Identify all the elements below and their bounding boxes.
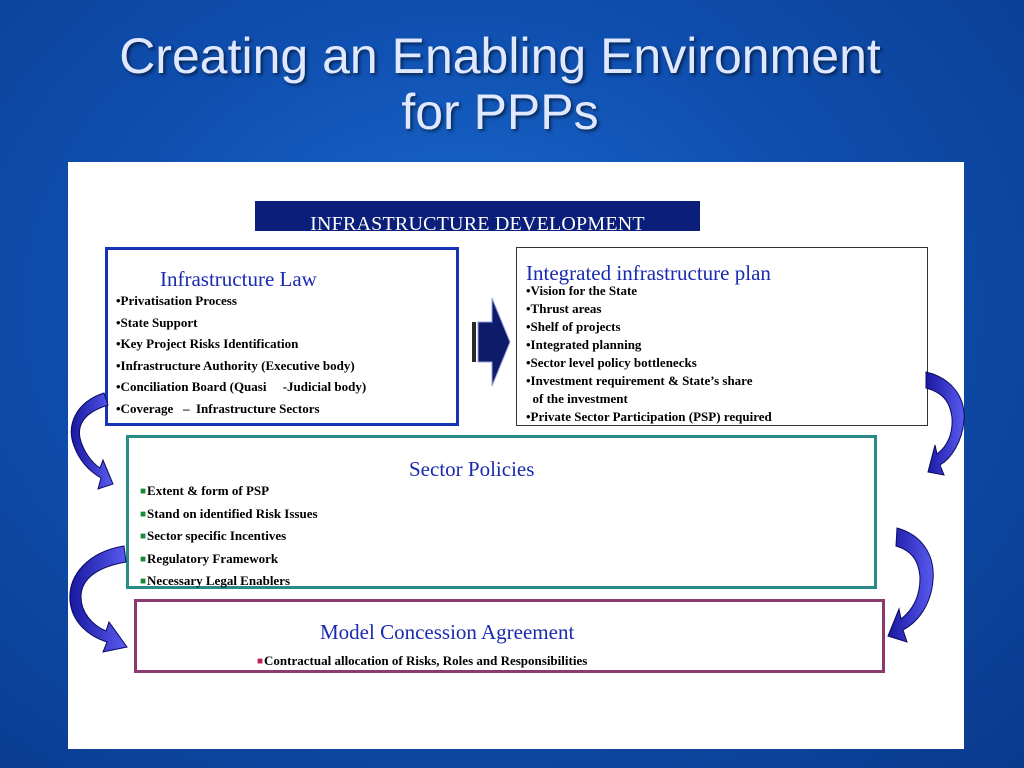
- list-item: •Conciliation Board (Quasi -Judicial body): [116, 379, 367, 394]
- list-item: ■Necessary Legal Enablers: [140, 573, 291, 588]
- square-bullet-icon: ■: [140, 553, 147, 565]
- list-item: •Infrastructure Authority (Executive body): [116, 357, 355, 373]
- list-item: •Coverage – Infrastructure Sectors: [116, 400, 320, 416]
- infrastructure-law-heading: Infrastructure Law: [160, 267, 317, 291]
- integrated-plan-heading: Integrated infrastructure plan: [526, 261, 771, 285]
- curved-arrow-right-bottom-icon: [888, 528, 933, 642]
- curved-arrow-right-top-icon: [926, 372, 964, 475]
- list-item: •Shelf of projects: [526, 319, 621, 334]
- right-arrow-icon: [472, 298, 510, 386]
- list-item: of the investment: [526, 391, 628, 406]
- square-bullet-icon: ■: [140, 486, 147, 497]
- square-bullet-icon: ■: [140, 531, 147, 542]
- square-bullet-icon: ■: [140, 576, 147, 587]
- list-item: ■Sector specific Incentives: [140, 528, 287, 543]
- square-bullet-icon: ■: [140, 508, 147, 520]
- list-item: •Sector level policy bottlenecks: [526, 355, 697, 370]
- slide-title-line2: for PPPs: [401, 84, 599, 140]
- sector-policies-heading: Sector Policies: [409, 457, 535, 481]
- list-item: •Vision for the State: [526, 283, 638, 298]
- slide-title-line1: Creating an Enabling Environment: [119, 28, 881, 84]
- list-item: ■Regulatory Framework: [140, 550, 279, 566]
- model-concession-heading: Model Concession Agreement: [320, 620, 575, 644]
- list-item: •State Support: [116, 314, 198, 330]
- list-item: •Key Project Risks Identification: [116, 336, 299, 351]
- list-item: •Investment requirement & State’s share: [526, 373, 753, 388]
- list-item: ■Extent & form of PSP: [140, 483, 270, 498]
- list-item: ■Stand on identified Risk Issues: [140, 505, 318, 521]
- list-item: •Privatisation Process: [116, 293, 237, 308]
- list-item: •Private Sector Participation (PSP) required: [526, 409, 772, 424]
- list-item: ■Contractual allocation of Risks, Roles and Responsibilities: [257, 653, 588, 668]
- list-item: •Thrust areas: [526, 301, 602, 316]
- infrastructure-development-banner: INFRASTRUCTURE DEVELOPMENT: [255, 201, 700, 231]
- curved-arrow-left-bottom-icon: [70, 546, 127, 652]
- list-item: •Integrated planning: [526, 337, 642, 352]
- curved-arrow-left-top-icon: [71, 393, 113, 489]
- square-bullet-icon: ■: [257, 656, 264, 667]
